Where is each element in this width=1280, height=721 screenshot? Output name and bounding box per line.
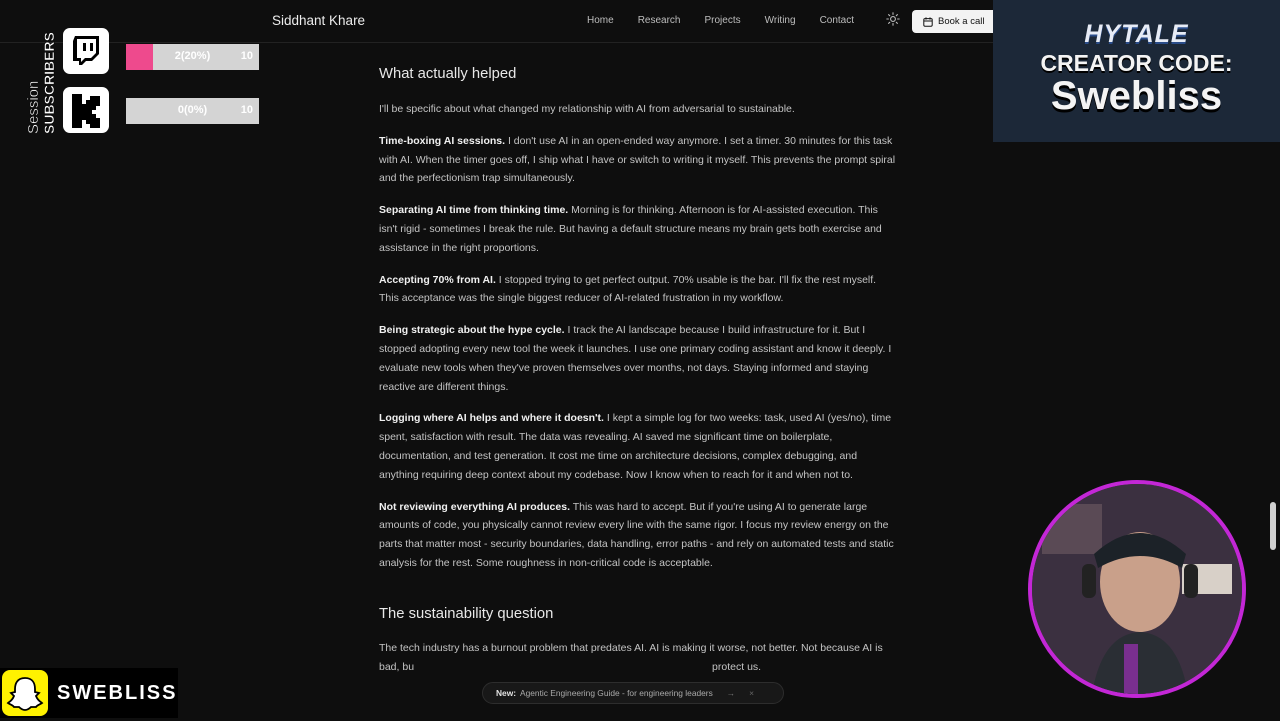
paragraph-lead: Logging where AI helps and where it doesn't. xyxy=(379,412,604,425)
twitch-subs-progress xyxy=(126,44,259,70)
snapchat-handle xyxy=(0,668,178,718)
paragraph-time-boxing xyxy=(379,132,897,188)
paragraph-hype-cycle xyxy=(379,321,897,396)
paragraph-logging xyxy=(379,409,897,484)
book-call-label: Book a call xyxy=(938,16,985,27)
paragraph-lead: Being strategic about the hype cycle. xyxy=(379,324,565,337)
kick-goal: 10 xyxy=(240,104,253,116)
paragraph-accepting-70 xyxy=(379,271,897,309)
promo-code-label: CREATOR CODE: xyxy=(1040,50,1233,76)
promo-game-title: HYTALE xyxy=(1084,20,1189,48)
paragraph-text: Morning is for thinking. Afternoon is for AI-assisted execution. This isn't rigid - sometimes I break the rule. But having a default structure means my brain gets both exercise and assistance in the right proportions. xyxy=(379,204,882,254)
nav-links xyxy=(587,15,854,26)
snapchat-ghost-icon xyxy=(2,670,48,716)
toast-link-text[interactable]: Agentic Engineering Guide - for engineering leaders xyxy=(520,688,713,698)
session-label: Session xyxy=(25,80,42,134)
page-scrollbar-thumb[interactable] xyxy=(1270,502,1276,550)
nav-link-projects[interactable]: Projects xyxy=(704,15,741,26)
calendar-icon xyxy=(923,17,933,27)
session-subscribers-label xyxy=(22,26,60,138)
streamer-silhouette xyxy=(1032,484,1242,694)
section-heading-what-helped: What actually helped xyxy=(379,66,517,82)
closing-end: protect us. xyxy=(712,660,762,673)
kick-subs-progress xyxy=(126,98,259,124)
paragraph-text: This was hard to accept. But if you're using AI to generate large amounts of code, you physically cannot review every line with the same rigor. I focus my review energy on the parts that matter most - security boundaries, data handling, error paths - and rely on automated tests and static analysis for the rest. Some roughness in non-critical code is acceptable. xyxy=(379,500,894,569)
promo-code-value: Swebliss xyxy=(1050,74,1223,118)
article-body xyxy=(379,66,897,676)
webcam-feed xyxy=(1028,480,1246,698)
subscribers-label: SUBSCRIBERS xyxy=(41,32,57,134)
paragraph-separating-time xyxy=(379,201,897,257)
arrow-right-icon[interactable]: → xyxy=(726,688,736,698)
announcement-toast[interactable] xyxy=(482,682,784,704)
paragraph-lead: Separating AI time from thinking time. xyxy=(379,204,569,217)
snapchat-name: SWEBLISS xyxy=(57,682,178,704)
closing-start: The tech industry has a burnout problem that predates AI. AI is making it worse, not better. Not because AI is bad, bu xyxy=(379,641,883,673)
twitch-progress-text: 2(20%) xyxy=(174,50,211,62)
intro-paragraph: I'll be specific about what changed my relationship with AI from adversarial to sustainable. xyxy=(379,103,795,115)
section-heading-sustainability: The sustainability question xyxy=(379,605,554,622)
paragraph-text: I stopped trying to get perfect output. 70% usable is the bar. I'll fix the rest myself. This acceptance was the single biggest reducer of AI-related frustration in my workflow. xyxy=(379,273,877,305)
nav-link-research[interactable]: Research xyxy=(637,15,681,26)
paragraph-text: I don't use AI in an open-ended way anymore. I set a timer. 30 minutes for this task with AI. When the timer goes off, I ship what I have or switch to writing it myself. This prevents the prompt spiral and the perfectionism trap simultaneously. xyxy=(379,134,896,185)
nav-link-writing[interactable]: Writing xyxy=(764,15,796,26)
close-icon[interactable]: × xyxy=(749,688,755,698)
nav-link-home[interactable]: Home xyxy=(587,15,614,26)
paragraph-lead: Not reviewing everything AI produces. xyxy=(379,500,570,513)
nav-link-contact[interactable]: Contact xyxy=(819,15,855,26)
twitch-icon xyxy=(63,28,109,74)
toast-badge: New: xyxy=(496,688,517,698)
site-brand[interactable]: Siddhant Khare xyxy=(272,13,366,28)
paragraph-lead: Accepting 70% from AI. xyxy=(379,273,496,286)
subscriber-goals-overlay xyxy=(22,26,262,138)
twitch-goal: 10 xyxy=(240,50,253,62)
closing-paragraph xyxy=(379,639,897,677)
kick-icon xyxy=(63,87,109,133)
paragraph-text: I kept a simple log for two weeks: task, used AI (yes/no), time spent, satisfaction with result. The data was revealing. AI saved me significant time on boilerplate, documentation, and test generation. It cost me time on architecture decisions, complex debugging, and anything requiring deep context about my codebase. Now I know when to reach for it and when not to. xyxy=(379,412,892,481)
kick-progress-text: 0(0%) xyxy=(177,104,208,116)
paragraph-not-reviewing xyxy=(379,498,897,573)
sun-icon[interactable] xyxy=(886,12,900,26)
paragraph-lead: Time-boxing AI sessions. xyxy=(379,134,506,147)
creator-code-banner xyxy=(993,0,1280,142)
book-call-button[interactable] xyxy=(912,10,1002,33)
paragraph-text: I track the AI landscape because I build infrastructure for it. But I stopped adopting every new tool the week it launches. I use one primary coding assistant and know it deeply. I evaluate new tools when they've proven themselves over months, not days. Staying informed and staying reactive are different things. xyxy=(379,324,892,393)
